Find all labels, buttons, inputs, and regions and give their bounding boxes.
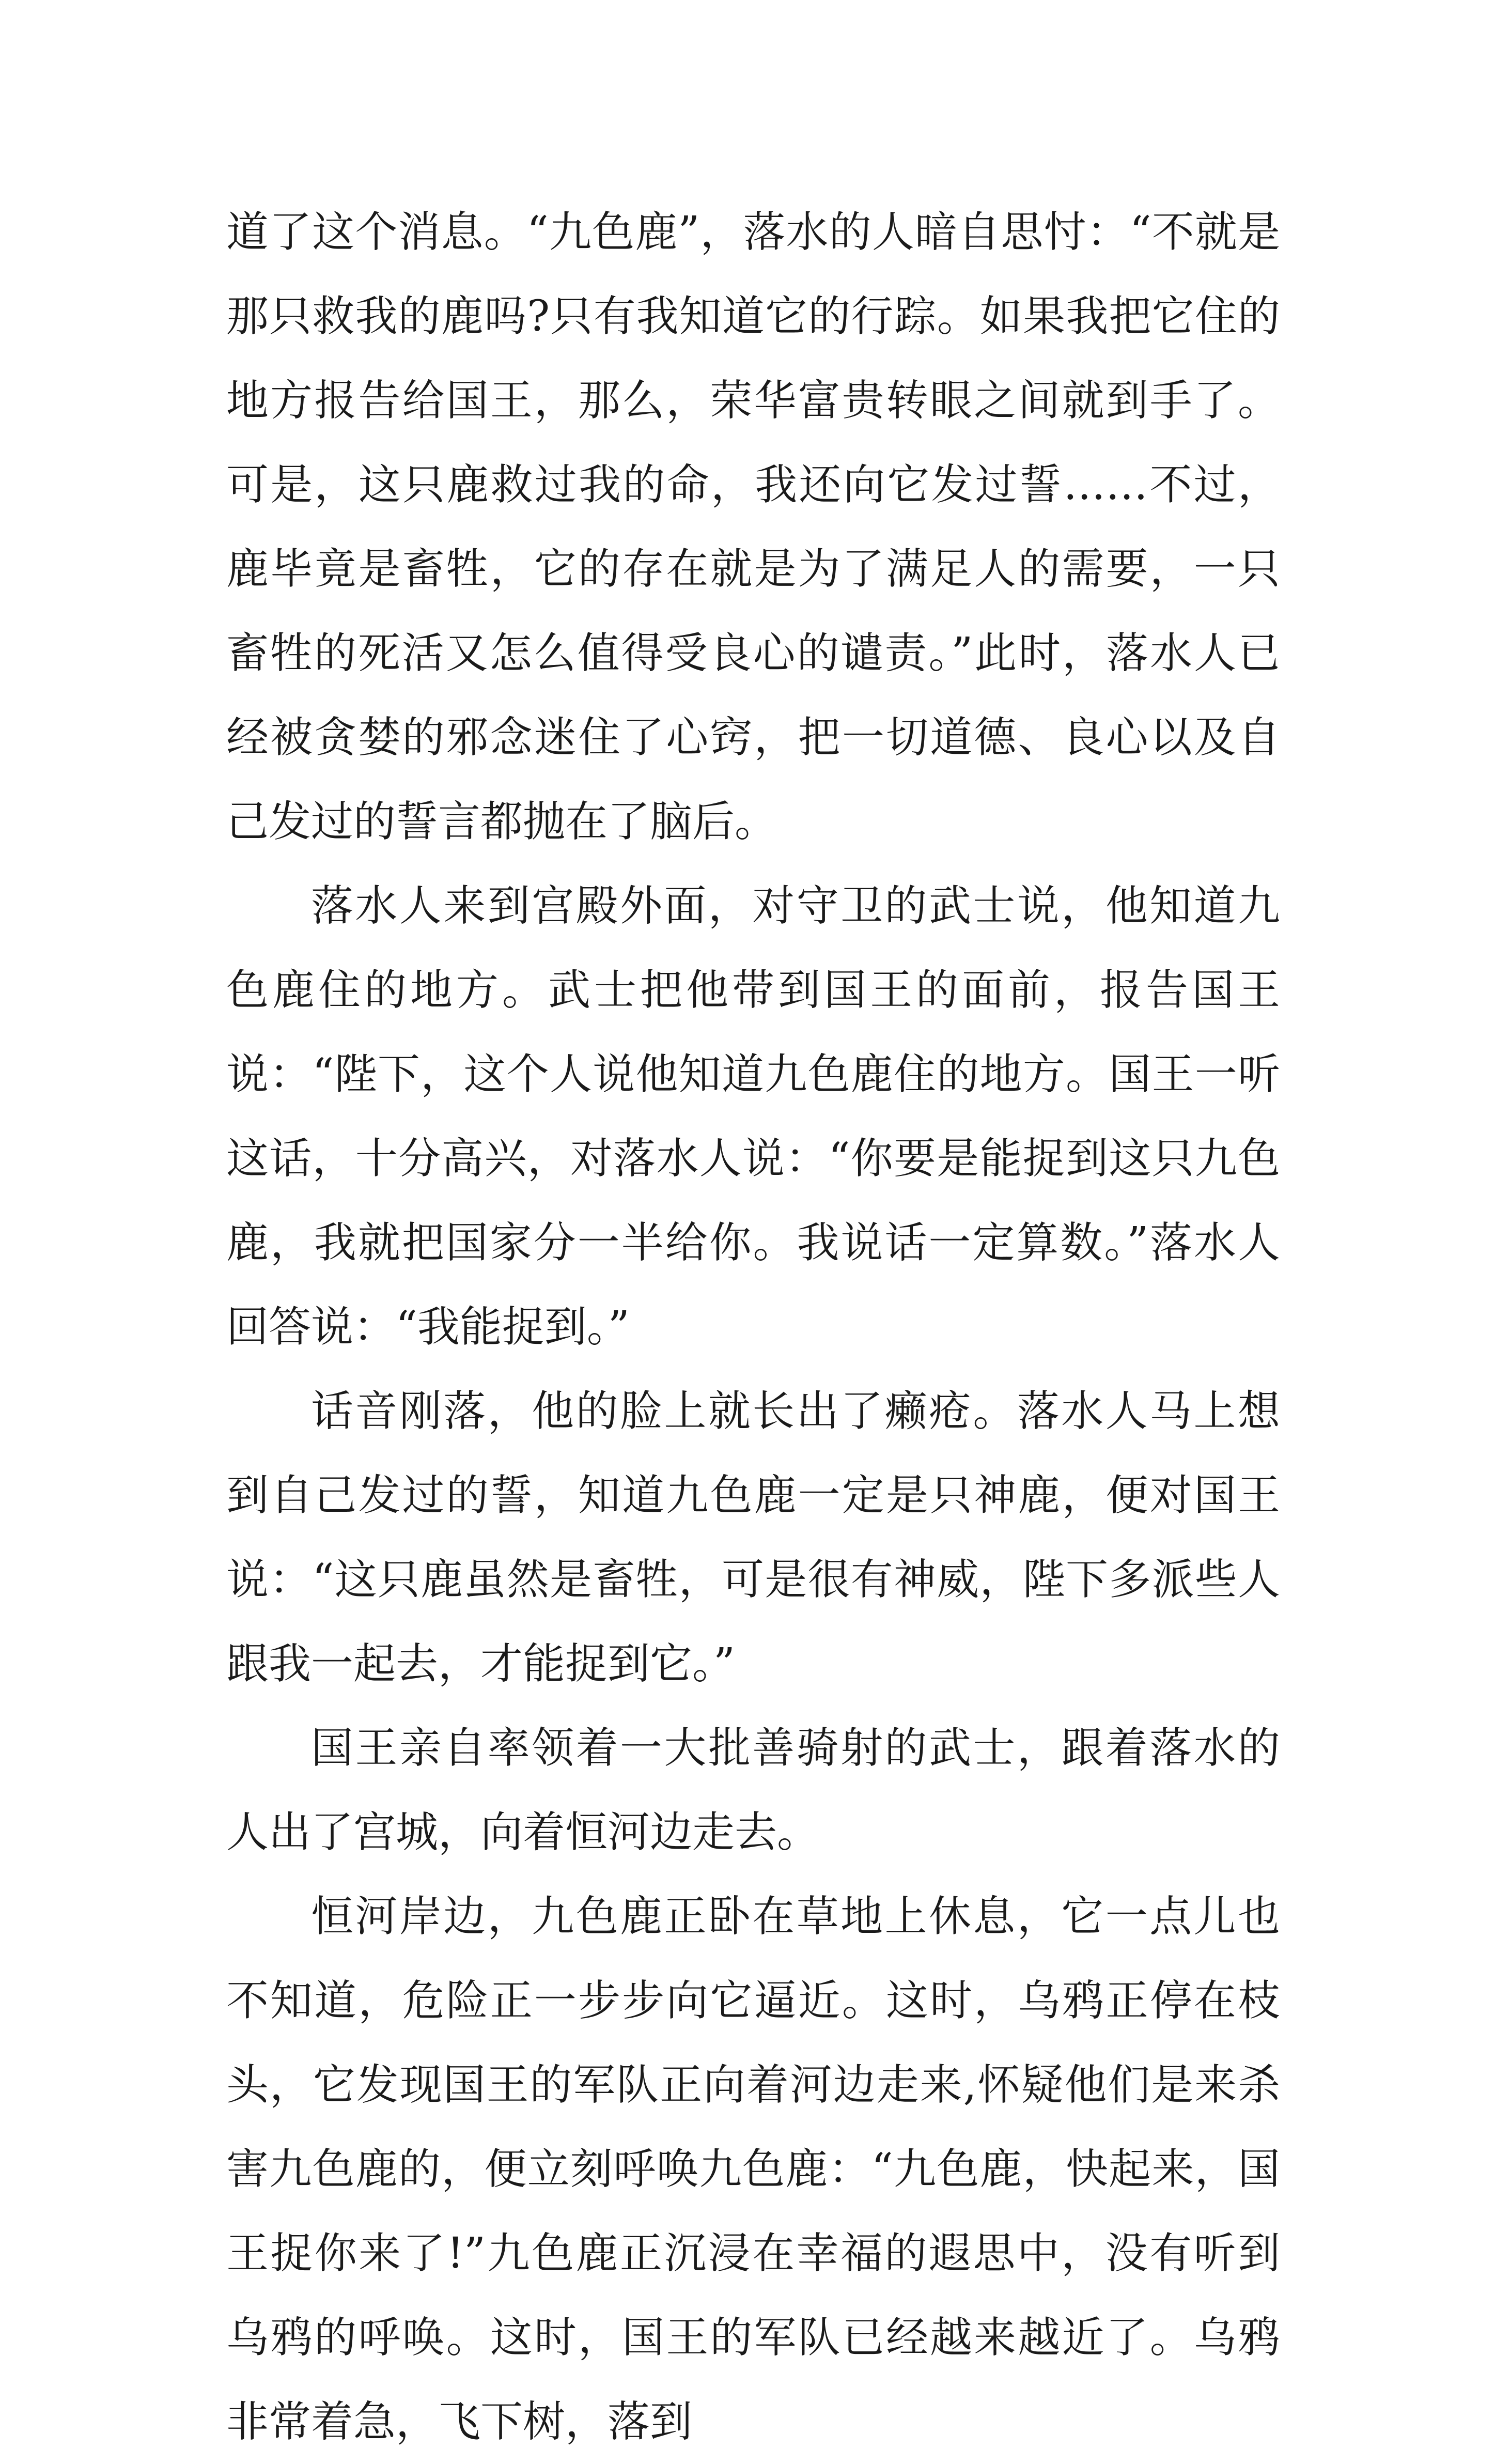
paragraph: 落水人来到宫殿外面，对守卫的武士说，他知道九色鹿住的地方。武士把他带到国王的面前，报告国王说：“陛下，这个人说他知道九色鹿住的地方。国王一听这话，十分高兴，对落水人说：“你要是能捉到这只九色鹿，我就把国家分一半给你。我说话一定算数。”落水人回答说：“我能捉到。” — [226, 881, 1280, 1352]
body-text — [226, 190, 1280, 2464]
paragraph: 话音刚落，他的脸上就长出了癞疮。落水人马上想到自己发过的誓，知道九色鹿一定是只神鹿，便对国王说：“这只鹿虽然是畜牲，可是很有神威，陛下多派些人跟我一起去，才能捉到它。” — [226, 1387, 1280, 1688]
paragraph: 国王亲自率领着一大批善骑射的武士，跟着落水的人出了宫城，向着恒河边走去。 — [226, 1724, 1280, 1857]
paragraph-continuation: 道了这个消息。“九色鹿”，落水的人暗自思忖：“不就是那只救我的鹿吗?只有我知道它的行踪。如果我把它住的地方报告给国王，那么，荣华富贵转眼之间就到手了。可是，这只鹿救过我的命，我还向它发过誓……不过，鹿毕竟是畜牲，它的存在就是为了满足人的需要，一只畜牲的死活又怎么值得受良心的谴责。”此时，落水人已经被贪婪的邪念迷住了心窍，把一切道德、良心以及自己发过的誓言都抛在了脑后。 — [226, 208, 1280, 846]
paragraph: 恒河岸边，九色鹿正卧在草地上休息，它一点儿也不知道，危险正一步步向它逼近。这时，乌鸦正停在枝头，它发现国王的军队正向着河边走来,怀疑他们是来杀害九色鹿的，便立刻呼唤九色鹿：“九色鹿，快起来，国王捉你来了!”九色鹿正沉浸在幸福的遐思中，没有听到乌鸦的呼唤。这时，国王的军队已经越来越近了。乌鸦非常着急，飞下树，落到 — [226, 1892, 1280, 2446]
